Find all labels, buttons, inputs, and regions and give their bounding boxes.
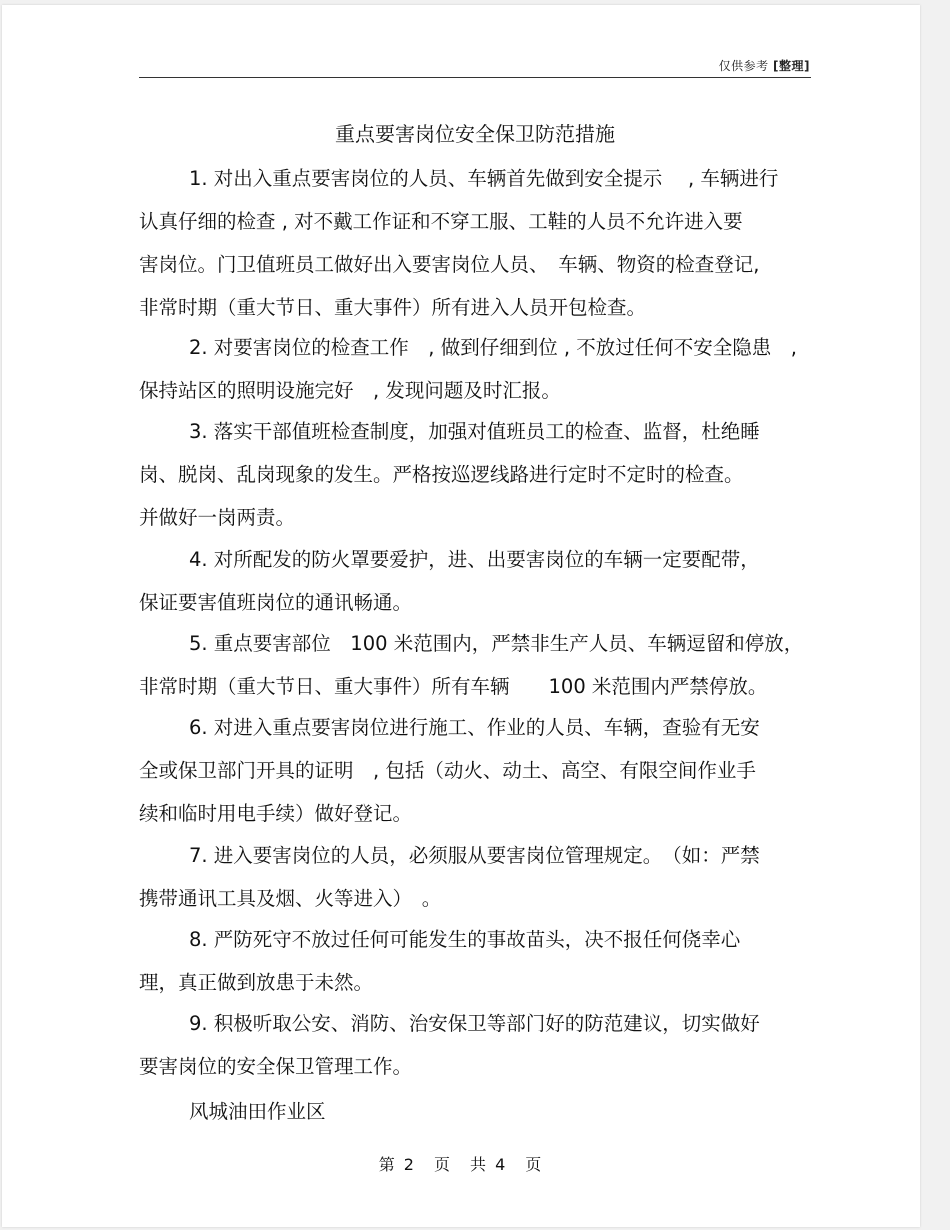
- header-note-text: 仅供参考: [718, 59, 769, 73]
- paragraph-line: 5. 重点要害部位 100 米范围内，严禁非生产人员、车辆逗留和停放，: [189, 632, 804, 655]
- paragraph-line: 携带通讯工具及烟、火等进入） 。: [139, 887, 442, 910]
- paragraph-6: [139, 706, 811, 835]
- paragraph-line: 6. 对进入重点要害岗位进行施工、作业的人员、车辆，查验有无安: [189, 716, 760, 739]
- document-page: [2, 5, 920, 1227]
- paragraph-line: 全或保卫部门开具的证明 , 包括（动火、动土、高空、有限空间作业手: [139, 759, 756, 782]
- paragraph-8: [139, 918, 811, 1004]
- paragraph-line: 非常时期（重大节日、重大事件）所有车辆 100 米范围内严禁停放。: [139, 675, 768, 698]
- paragraph-3: [139, 410, 811, 539]
- paragraph-7: [139, 834, 811, 920]
- paragraph-line: 要害岗位的安全保卫管理工作。: [139, 1055, 413, 1078]
- paragraph-line: 并做好一岗两责。: [139, 506, 296, 529]
- header-tag: [整理]: [773, 59, 810, 73]
- paragraph-line: 非常时期（重大节日、重大事件）所有进入人员开包检查。: [139, 296, 647, 319]
- paragraph-line: 续和临时用电手续）做好登记。: [139, 802, 413, 825]
- paragraph-4: [139, 538, 811, 624]
- page-number-footer: 第 2 页 共 4 页: [378, 1155, 544, 1174]
- paragraph-2: [139, 326, 811, 412]
- paragraph-line: 3. 落实干部值班检查制度，加强对值班员工的检查、监督，杜绝睡: [189, 420, 760, 443]
- paragraph-line: 4. 对所配发的防火罩要爱护，进、出要害岗位的车辆一定要配带，: [189, 548, 760, 571]
- paragraph-9: [139, 1002, 811, 1088]
- header-note: [719, 57, 810, 74]
- paragraph-5: [139, 622, 811, 708]
- signature-organization: 风城油田作业区: [189, 1100, 326, 1123]
- paragraph-1: [139, 157, 811, 329]
- document-title: 重点要害岗位安全保卫防范措施: [335, 122, 615, 146]
- paragraph-line: 认真仔细的检查 , 对不戴工作证和不穿工服、工鞋的人员不允许进入要: [139, 210, 743, 233]
- paragraph-line: 1. 对出入重点要害岗位的人员、车辆首先做到安全提示 , 车辆进行: [189, 167, 779, 190]
- paragraph-line: 岗、脱岗、乱岗现象的发生。严格按巡逻线路进行定时不定时的检查。: [139, 463, 744, 486]
- paragraph-line: 保持站区的照明设施完好 , 发现问题及时汇报。: [139, 379, 561, 402]
- paragraph-line: 2. 对要害岗位的检查工作 , 做到仔细到位 , 不放过任何不安全隐患 ,: [189, 336, 797, 359]
- paragraph-line: 保证要害值班岗位的通讯畅通。: [139, 591, 413, 614]
- header-rule: [139, 77, 811, 78]
- paragraph-line: 理，真正做到放患于未然。: [139, 971, 374, 994]
- paragraph-line: 7. 进入要害岗位的人员，必须服从要害岗位管理规定。 （如：严禁: [189, 844, 760, 867]
- paragraph-line: 害岗位。门卫值班员工做好出入要害岗位人员、 车辆、物资的检查登记,: [139, 253, 760, 276]
- paragraph-line: 8. 严防死守不放过任何可能发生的事故苗头，决不报任何侥幸心: [189, 928, 741, 951]
- paragraph-line: 9. 积极听取公安、消防、治安保卫等部门好的防范建议，切实做好: [189, 1012, 760, 1035]
